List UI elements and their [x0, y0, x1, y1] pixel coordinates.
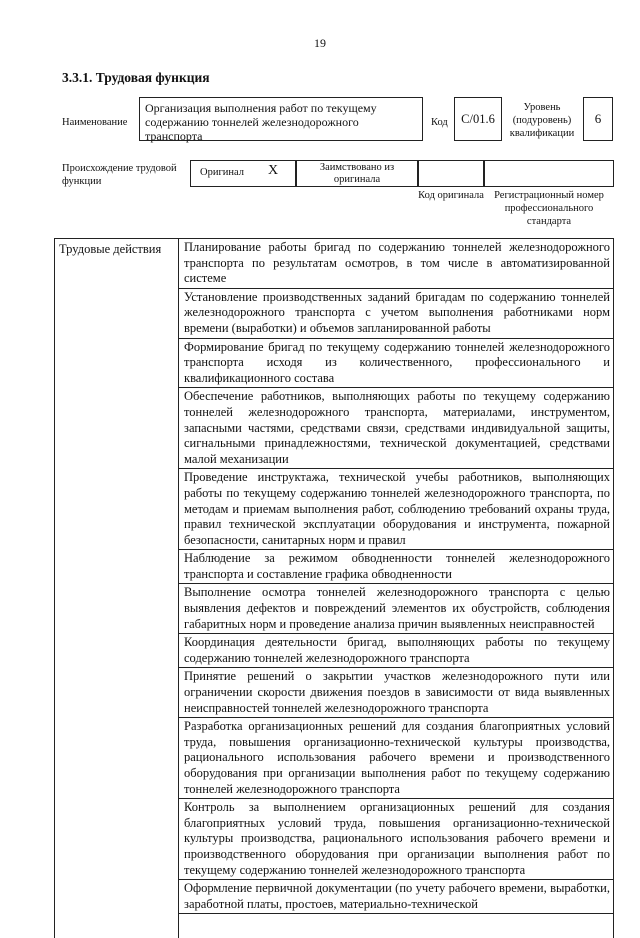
name-label: Наименование: [62, 117, 128, 128]
qualification-level-label: Уровень (подуровень) квалификации: [509, 102, 575, 139]
labor-action-item: Установление производственных заданий бригадам по содержанию тоннелей железнодорожного транспорта с учетом выполнения работниками норм времени (выработки) и объемов запланированной работы: [179, 289, 614, 339]
reg-number-cell: [484, 160, 614, 187]
labor-action-item: Обеспечение работников, выполняющих работы по текущему содержанию тоннелей железнодорожного транспорта, материалами, инструментом, запасными частями, средствами связи, средствами индивидуальной защиты, сигнальными принадлежностями, технической документацией, средствами малой механизации: [179, 388, 614, 469]
labor-action-item: Проведение инструктажа, технической учебы работников, выполняющих работы по текущему содержанию тоннелей железнодорожного транспорта, по методам и приемам выполнения работ, соблюдению требований охраны труда, правил технической эксплуатации оборудования и инструмента, пожарной безопасности, санитарных норм и правил: [179, 469, 614, 550]
labor-action-item: Разработка организационных решений для создания благоприятных условий труда, повышения организационно-технической культуры производства, рационального использования рабочего времени и производственного оборудования при организации выполнения работ по текущему содержанию тоннелей железнодорожного транспорта: [179, 718, 614, 799]
labor-action-item: Контроль за выполнением организационных решений для создания благоприятных условий труда, повышения организационно-технической культуры производства, рационального использования рабочего времени и производственного оборудования при организации выполнения работ по текущему содержанию тоннелей железнодорожного транспорта: [179, 799, 614, 880]
labor-action-item: Наблюдение за режимом обводненности тоннелей железнодорожного транспорта и составление графика обводненности: [179, 550, 614, 584]
code-value: C/01.6: [461, 111, 495, 126]
labor-action-item: Выполнение осмотра тоннелей железнодорожного транспорта с целью выявления дефектов и повреждений элементов их обустройств, соблюдения габаритных норм и проведение анализа причин выявленных неисправностей: [179, 584, 614, 634]
section-heading: 3.3.1. Трудовая функция: [62, 70, 210, 85]
function-name-value: Организация выполнения работ по текущему содержанию тоннелей железнодорожного транспорта: [145, 101, 377, 143]
code-cell: [454, 97, 502, 141]
reg-number-label: Регистрационный номер профессионального стандарта: [494, 190, 604, 227]
original-mark: X: [268, 163, 279, 178]
level-cell: [583, 97, 613, 141]
labor-action-item: Принятие решений о закрытии участков железнодорожного пути или ограничении скорости движения поездов в зависимости от вида выявленных неисправностей тоннелей железнодорожного транспорта: [179, 668, 614, 718]
function-name-cell: [139, 97, 423, 141]
labor-action-item: Формирование бригад по текущему содержанию тоннелей железнодорожного транспорта исходя из количественного, профессионального и квалификационного состава: [179, 339, 614, 389]
origin-label: Происхождение трудовой функции: [62, 163, 177, 187]
labor-action-item: Координация деятельности бригад, выполняющих работы по текущему содержанию тоннелей железнодорожного транспорта: [179, 634, 614, 668]
labor-action-item: Планирование работы бригад по содержанию тоннелей железнодорожного транспорта по результатам осмотров, в том числе в автоматизированной системе: [179, 239, 614, 289]
page-number: 19: [314, 36, 326, 50]
labor-actions-table: [54, 238, 614, 938]
code-original-cell: [418, 160, 484, 187]
code-label: Код: [431, 117, 448, 128]
labor-action-item: Оформление первичной документации (по учету рабочего времени, выработки, заработной платы, простоев, материально-технической: [179, 880, 614, 914]
original-label: Оригинал: [200, 167, 244, 178]
borrowed-label: Заимствовано из оригинала: [319, 162, 395, 185]
level-value: 6: [594, 111, 602, 126]
labor-actions-list: [179, 239, 614, 914]
code-original-label: Код оригинала: [418, 190, 484, 201]
labor-actions-title: Трудовые действия: [59, 242, 162, 256]
